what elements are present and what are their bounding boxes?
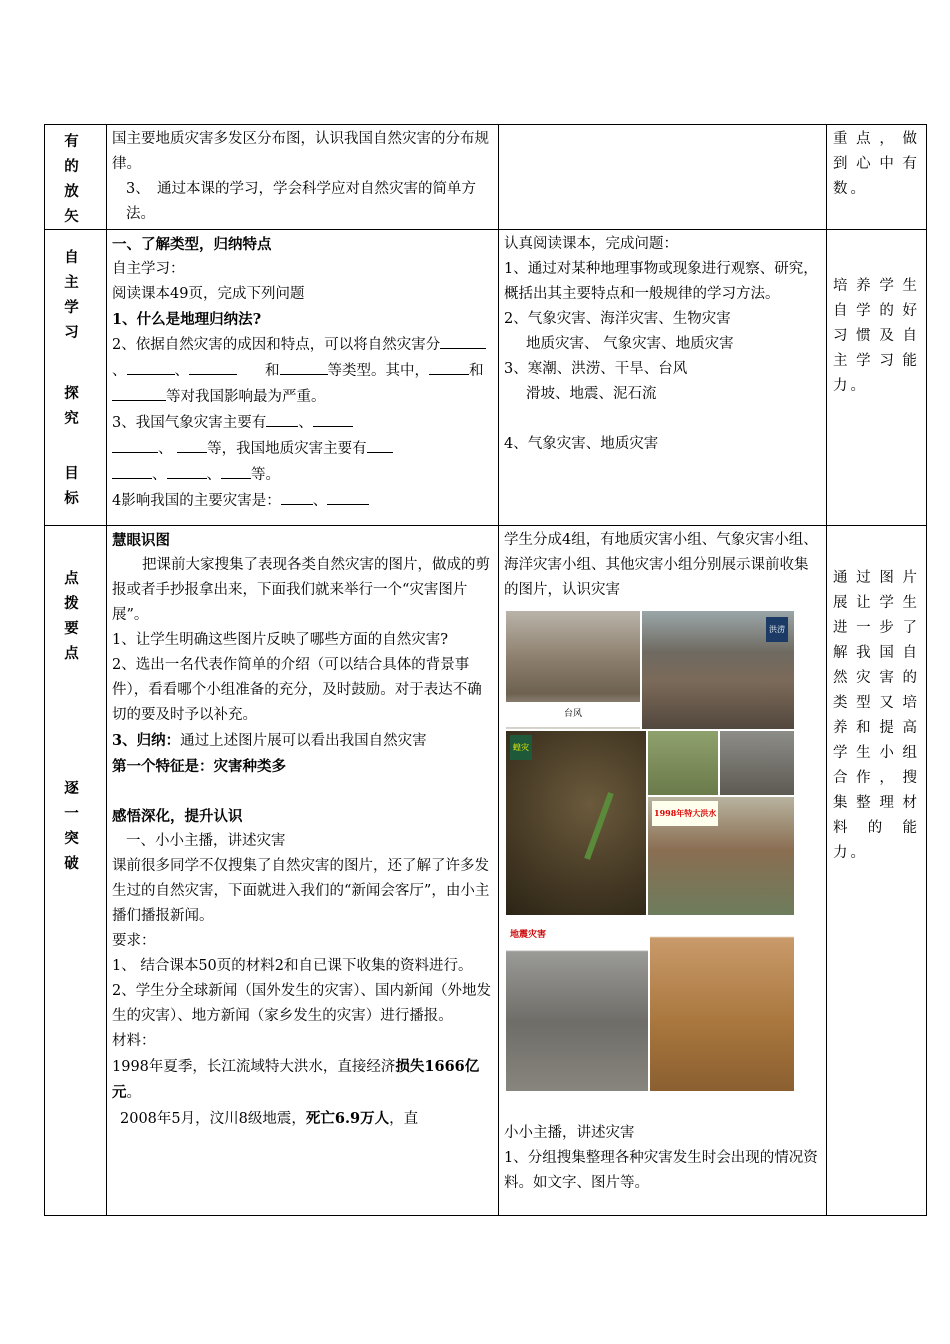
question-2: 2、依据自然灾害的成因和特点，可以将自然灾害分、 、 和 等类型。其中， 和等对我国影响最为严重。: [112, 332, 493, 410]
locust-photo: 蝗灾: [506, 731, 646, 915]
section-title: 感悟深化，提升认识: [112, 808, 243, 825]
student-content: 学生分成4组，有地质灾害小组、气象灾害小组、海洋灾害小组、其他灾害小组分别展示课前收集的图片，认识灾害 台风 洪涝 蝗灾 1998年特大洪水 地震灾害 小小主播，讲述灾害 1、分组搜集整理各种灾害发生时会出现的情况资料。如文字、图片等。: [499, 526, 827, 1216]
typhoon-photo: 台风: [506, 611, 640, 729]
flood-1998-photo: 1998年特大洪水: [648, 797, 794, 915]
question-3: 3、我国气象灾害主要有 、 、 等，我国地质灾害主要有 、 、 等。: [112, 410, 493, 488]
question-4: 4影响我国的主要灾害是： 、: [112, 488, 493, 514]
flooded-car-photo: [720, 731, 794, 795]
design-note: 通过图片展让学生进一步了解我国自然灾害的类型又培养和提高学生小组合作，搜集整理材料的能力。: [827, 526, 927, 1216]
row-key-points: [45, 526, 927, 1216]
row-objectives: [45, 125, 927, 230]
lesson-plan-table: [44, 124, 927, 1216]
student-content: 认真阅读课本，完成问题： 1、通过对某种地理事物或现象进行观察、研究，概括出其主要特点和一般规律的学习方法。 2、气象灾害、海洋灾害、生物灾害 地质灾害、 气象灾害、地质灾害 3、寒潮、洪涝、干旱、台风 滑坡、地震、泥石流 4、气象灾害、地质灾害: [499, 230, 827, 526]
drought-photo: [650, 919, 794, 1091]
row-self-study: [45, 230, 927, 526]
teacher-content: 国主要地质灾害多发区分布图，认识我国自然灾害的分布规律。 3、 通过本课的学习，学会科学应对自然灾害的简单方法。: [107, 125, 499, 230]
flood-news-photo: 洪涝: [642, 611, 794, 729]
section-heading: 一、了解类型，归纳特点: [112, 236, 272, 253]
teacher-content: 慧眼识图 把课前大家搜集了表现各类自然灾害的图片，做成的剪报或者手抄报拿出来，下面我们就来举行一个“灾害图片展”。 1、让学生明确这些图片反映了哪些方面的自然灾害? 2、选出一名代表作简单的介绍（可以结合具体的背景事件），看看哪个小组准备的充分，及时鼓励。对于表达不确切的要及时予以补充。 3、归纳：通过上述图片展可以看出我国自然灾害 第一个特征是：灾害种类多 感悟深化，提升认识 一、小小主播，讲述灾害 课前很多同学不仅搜集了自然灾害的图片，还了解了许多发生过的自然灾害，下面就进入我们的“新闻会客厅”，由小主播们播报新闻。 要求： 1、 结合课本50页的材料2和自已课下收集的资料进行。 2、学生分全球新闻（国外发生的灾害）、国内新闻（外地发生的灾害）、地方新闻（家乡发生的灾害）进行播报。 材料： 1998年夏季，长江流域特大洪水，直接经济损失1666亿元。 2008年5月，汶川8级地震，死亡6.9万人，直: [107, 526, 499, 1216]
design-note: 重点，做到心中有数。: [827, 125, 927, 230]
row-label: 有 的 放 矢: [45, 125, 107, 230]
section-title: 慧眼识图: [112, 532, 170, 549]
student-content: [499, 125, 827, 230]
drought-field-photo: [648, 731, 718, 795]
earthquake-photo: 地震灾害: [506, 919, 648, 1091]
row-label: 点 拨 要 点 逐 一 突 破: [45, 526, 107, 1216]
photo-collage: [504, 611, 796, 1091]
row-label: 自 主 学 习 探 究 目 标: [45, 230, 107, 526]
teacher-content: 一、了解类型，归纳特点 自主学习： 阅读课本49页，完成下列问题 1、什么是地理归纳法? 2、依据自然灾害的成因和特点，可以将自然灾害分、 、 和 等类型。其中， 和等对我国影响最为严重。 3、我国气象灾害主要有 、 、 等，我国地质灾害主要有 、 、 等。 4影响我国的主要灾害是： 、: [107, 230, 499, 526]
question-1: 1、什么是地理归纳法?: [112, 311, 262, 328]
design-note: 培养学生自学的好习惯及自主学习能力。: [827, 230, 927, 526]
